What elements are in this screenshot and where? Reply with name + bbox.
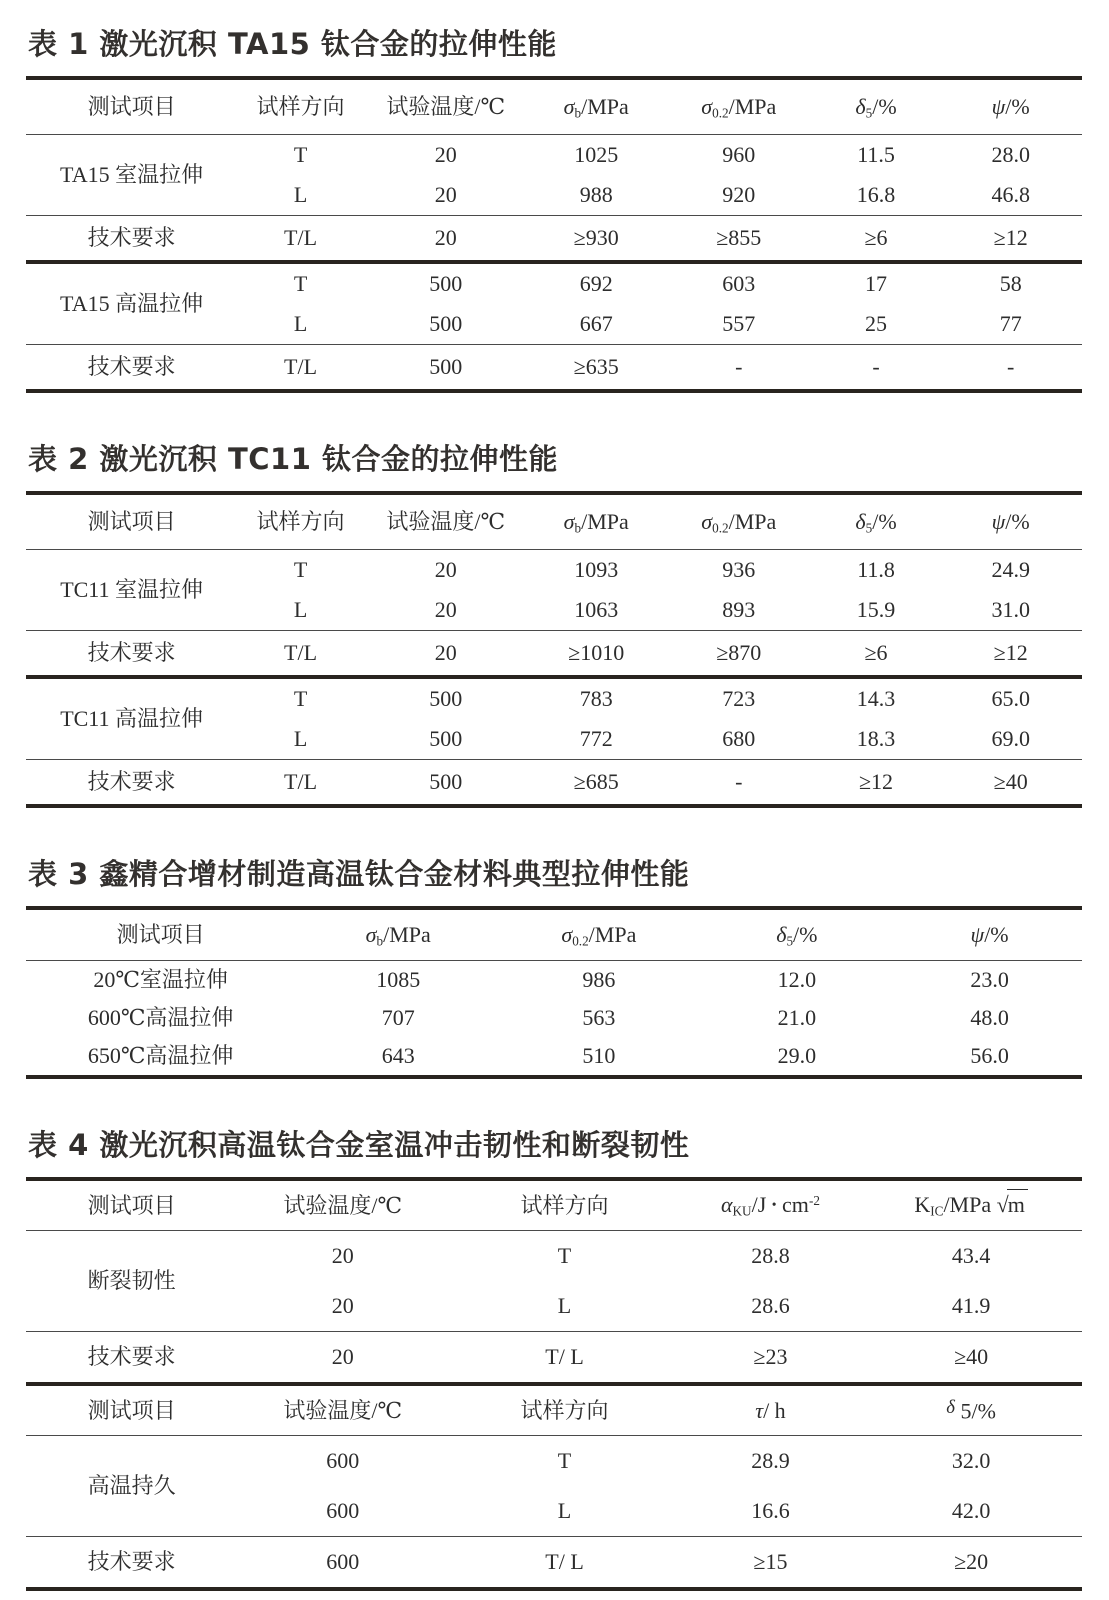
row-label: L xyxy=(293,182,308,208)
table-cell: ≥12 xyxy=(939,631,1082,678)
table-cell: 16.6 xyxy=(751,1498,790,1524)
column-header xyxy=(665,78,813,135)
table-cell: 24.9 xyxy=(939,550,1082,591)
column-header xyxy=(897,908,1082,961)
table-cell: ≥40 xyxy=(860,1332,1082,1385)
table-1-title: 表 1 激光沉积 TA15 钛合金的拉伸性能 xyxy=(28,27,557,61)
header-segment: 0.2 xyxy=(572,933,589,949)
column-header xyxy=(939,493,1082,550)
section-table-1 xyxy=(26,26,1082,393)
table-cell: 1093 xyxy=(528,550,665,591)
header-segment: / h xyxy=(763,1397,786,1423)
table-cell: 707 xyxy=(381,1005,415,1031)
table-cell: 723 xyxy=(665,677,813,719)
column-header xyxy=(237,78,364,135)
row-label: L xyxy=(293,597,308,623)
table-cell: ≥20 xyxy=(860,1537,1082,1590)
table-cell: 783 xyxy=(528,677,665,719)
table-cell: - xyxy=(939,345,1082,392)
table-cell: ≥685 xyxy=(528,760,665,807)
header-segment: δ xyxy=(946,1397,955,1419)
table-4 xyxy=(26,1177,1082,1591)
column-header xyxy=(364,78,528,135)
header-segment: 5/% xyxy=(954,1398,996,1424)
header-segment: ψ xyxy=(970,922,985,948)
header-segment: /MPa xyxy=(581,93,629,119)
table-cell: 20 xyxy=(364,135,528,176)
row-label: TA15 高温拉伸 xyxy=(26,262,237,345)
table-cell: T/L xyxy=(237,760,364,807)
header-segment: • xyxy=(771,1197,777,1213)
header-segment: /% xyxy=(872,508,897,534)
header-segment: 测试项目 xyxy=(87,509,176,535)
table-cell: 20 xyxy=(434,182,457,208)
table-cell: ≥12 xyxy=(813,760,940,807)
header-segment: σ xyxy=(561,921,573,947)
table-cell: - xyxy=(665,345,813,392)
row-label: TA15 室温拉伸 xyxy=(26,135,237,216)
table-cell: 988 xyxy=(579,182,613,208)
header-segment: δ xyxy=(855,93,866,119)
header-segment: /% xyxy=(984,922,1009,948)
column-header xyxy=(448,1384,680,1436)
table-cell: T/L xyxy=(237,345,364,392)
table-cell: 20 xyxy=(434,597,457,623)
header-segment: 测试项目 xyxy=(87,94,176,120)
header-segment: m xyxy=(1007,1189,1028,1217)
header-segment: 5 xyxy=(786,933,794,949)
header-segment: 0.2 xyxy=(712,520,729,536)
table-cell: ≥870 xyxy=(665,631,813,678)
table-cell: L xyxy=(557,1293,572,1319)
row-label: 高温持久 xyxy=(26,1436,237,1537)
header-segment: /% xyxy=(1005,509,1030,535)
table-cell: 20℃室温拉伸 xyxy=(26,961,295,1000)
column-header xyxy=(665,493,813,550)
table-cell: 16.8 xyxy=(856,182,896,208)
header-segment: b xyxy=(376,933,384,949)
table-cell: 1025 xyxy=(528,135,665,176)
table-cell: 21.0 xyxy=(777,1005,817,1031)
table-cell: T xyxy=(237,262,364,304)
table-1 xyxy=(26,76,1082,393)
header-segment: /MPa xyxy=(943,1192,997,1218)
table-cell: 29.0 xyxy=(777,1043,817,1069)
row-label: L xyxy=(293,311,308,337)
column-header xyxy=(501,908,696,961)
row-label: L xyxy=(293,726,308,752)
table-cell: 920 xyxy=(722,182,756,208)
table-cell: 1085 xyxy=(295,961,501,1000)
table-cell: 772 xyxy=(579,726,613,752)
table-cell: T/ L xyxy=(448,1537,680,1590)
row-label: 技术要求 xyxy=(26,345,237,392)
column-header xyxy=(237,1384,448,1436)
header-segment: 0.2 xyxy=(712,105,729,121)
header-segment: τ xyxy=(755,1397,764,1423)
header-segment: /MPa xyxy=(588,921,637,947)
table-cell: ≥23 xyxy=(681,1332,861,1385)
column-header xyxy=(813,78,940,135)
column-header xyxy=(295,908,501,961)
column-header xyxy=(528,78,665,135)
header-segment: 试样方向 xyxy=(256,94,345,120)
row-label: TC11 高温拉伸 xyxy=(26,677,237,760)
row-label: 技术要求 xyxy=(26,216,237,263)
table-cell: 28.8 xyxy=(681,1231,861,1282)
column-header xyxy=(697,908,898,961)
table-cell: 20 xyxy=(237,1231,448,1282)
table-cell: 48.0 xyxy=(970,1005,1009,1031)
table-cell: T xyxy=(448,1436,680,1487)
table-cell: 563 xyxy=(582,1005,616,1031)
table-cell: 11.8 xyxy=(813,550,940,591)
column-header xyxy=(26,78,237,135)
table-cell: 986 xyxy=(501,961,696,1000)
header-segment: b xyxy=(574,105,582,121)
table-cell: 500 xyxy=(429,726,463,752)
header-segment: /MPa xyxy=(728,508,777,534)
row-label: 技术要求 xyxy=(26,1537,237,1590)
table-cell: 69.0 xyxy=(991,726,1030,752)
table-cell: 31.0 xyxy=(991,597,1030,623)
table-2 xyxy=(26,491,1082,808)
table-cell: 960 xyxy=(665,135,813,176)
table-cell: 23.0 xyxy=(897,961,1082,1000)
header-segment: 试验温度/℃ xyxy=(386,94,506,120)
table-cell: ≥635 xyxy=(528,345,665,392)
table-cell: ≥12 xyxy=(939,216,1082,263)
header-segment: √ xyxy=(996,1192,1009,1218)
column-header xyxy=(448,1179,680,1231)
header-segment: σ xyxy=(701,508,713,534)
table-cell: 650℃高温拉伸 xyxy=(87,1043,234,1069)
table-cell: 56.0 xyxy=(970,1043,1009,1069)
table-cell: 15.9 xyxy=(856,597,896,623)
table-cell: 42.0 xyxy=(951,1498,991,1524)
table-cell: 600 xyxy=(326,1498,360,1524)
row-label: 技术要求 xyxy=(26,1332,237,1385)
header-segment: 测试项目 xyxy=(116,922,205,948)
table-cell: ≥6 xyxy=(813,631,940,678)
column-header xyxy=(860,1179,1082,1231)
header-segment: 5 xyxy=(865,520,873,536)
table-2-title: 表 2 激光沉积 TC11 钛合金的拉伸性能 xyxy=(28,442,558,476)
table-cell: T/ L xyxy=(448,1332,680,1385)
table-cell: 500 xyxy=(364,262,528,304)
table-cell: 692 xyxy=(528,262,665,304)
table-cell: 46.8 xyxy=(991,182,1030,208)
header-segment: /MPa xyxy=(728,93,777,119)
table-cell: 600℃高温拉伸 xyxy=(87,1005,234,1031)
section-table-3 xyxy=(26,856,1082,1079)
table-cell: 557 xyxy=(722,311,756,337)
row-label: 技术要求 xyxy=(26,760,237,807)
table-cell: - xyxy=(665,760,813,807)
column-header xyxy=(860,1384,1082,1436)
header-segment: cm xyxy=(776,1192,809,1218)
column-header xyxy=(528,493,665,550)
header-segment: 试样方向 xyxy=(520,1397,609,1423)
table-cell: ≥1010 xyxy=(528,631,665,678)
column-header xyxy=(939,78,1082,135)
row-label: TC11 室温拉伸 xyxy=(26,550,237,631)
header-segment: 测试项目 xyxy=(87,1192,176,1218)
column-header xyxy=(813,493,940,550)
table-cell: 936 xyxy=(665,550,813,591)
header-segment: 试验温度/℃ xyxy=(283,1397,403,1423)
table-cell: T xyxy=(448,1231,680,1282)
header-segment: 试样方向 xyxy=(256,509,345,535)
table-cell: 20 xyxy=(364,631,528,678)
table-cell: 500 xyxy=(364,677,528,719)
header-segment: /J xyxy=(751,1192,772,1218)
table-cell: 600 xyxy=(237,1436,448,1487)
table-cell: 18.3 xyxy=(856,726,896,752)
table-4-title: 表 4 激光沉积高温钛合金室温冲击韧性和断裂韧性 xyxy=(28,1128,690,1162)
table-cell: 25 xyxy=(865,311,888,337)
table-cell: 28.0 xyxy=(939,135,1082,176)
table-cell: T/L xyxy=(237,631,364,678)
table-cell: 500 xyxy=(364,760,528,807)
table-cell: ≥40 xyxy=(939,760,1082,807)
table-cell: 510 xyxy=(582,1043,616,1069)
header-segment: 5 xyxy=(865,105,873,121)
table-cell: 500 xyxy=(429,311,463,337)
header-segment: 测试项目 xyxy=(87,1397,176,1423)
header-segment: σ xyxy=(701,93,713,119)
column-header xyxy=(681,1179,861,1231)
header-segment: KU xyxy=(732,1203,752,1219)
table-cell: 20 xyxy=(364,216,528,263)
header-segment: 试验温度/℃ xyxy=(386,509,506,535)
column-header xyxy=(364,493,528,550)
table-cell: 893 xyxy=(722,597,756,623)
header-segment: α xyxy=(720,1192,733,1218)
table-cell: L xyxy=(557,1498,572,1524)
column-header xyxy=(681,1384,861,1436)
table-cell: - xyxy=(813,345,940,392)
table-cell: ≥930 xyxy=(528,216,665,263)
table-cell: 41.9 xyxy=(951,1293,991,1319)
table-cell: 58 xyxy=(939,262,1082,304)
table-cell: 14.3 xyxy=(813,677,940,719)
header-segment: /% xyxy=(872,93,897,119)
column-header xyxy=(237,1179,448,1231)
header-segment: b xyxy=(574,520,582,536)
table-cell: 12.0 xyxy=(697,961,898,1000)
row-label: 断裂韧性 xyxy=(26,1231,237,1332)
table-cell: 65.0 xyxy=(939,677,1082,719)
table-cell: 20 xyxy=(237,1332,448,1385)
header-segment: 试验温度/℃ xyxy=(283,1192,403,1218)
table-cell: 603 xyxy=(665,262,813,304)
table-cell: 20 xyxy=(364,550,528,591)
header-segment: δ xyxy=(855,508,866,534)
table-cell: 32.0 xyxy=(860,1436,1082,1487)
table-cell: ≥855 xyxy=(665,216,813,263)
table-cell: 77 xyxy=(999,311,1022,337)
table-cell: T xyxy=(237,135,364,176)
header-segment: /% xyxy=(1005,94,1030,120)
section-table-4 xyxy=(26,1127,1082,1591)
header-segment: 试样方向 xyxy=(520,1192,609,1218)
header-segment: δ xyxy=(776,921,787,947)
column-header xyxy=(26,1179,237,1231)
table-3-title: 表 3 鑫精合增材制造高温钛合金材料典型拉伸性能 xyxy=(28,857,690,891)
table-cell: 643 xyxy=(381,1043,415,1069)
column-header xyxy=(26,493,237,550)
row-label: 技术要求 xyxy=(26,631,237,678)
header-segment: σ xyxy=(365,921,377,947)
header-segment: /MPa xyxy=(383,921,431,947)
column-header xyxy=(26,908,295,961)
table-cell: 17 xyxy=(813,262,940,304)
table-cell: T/L xyxy=(237,216,364,263)
table-3 xyxy=(26,906,1082,1079)
table-cell: 500 xyxy=(364,345,528,392)
table-cell: ≥15 xyxy=(681,1537,861,1590)
table-cell: 28.9 xyxy=(681,1436,861,1487)
table-cell: 20 xyxy=(331,1293,354,1319)
table-cell: 600 xyxy=(237,1537,448,1590)
table-cell: 28.6 xyxy=(751,1293,790,1319)
table-cell: T xyxy=(237,677,364,719)
header-segment: IC xyxy=(930,1203,944,1219)
table-cell: ≥6 xyxy=(813,216,940,263)
header-segment: /% xyxy=(793,921,818,947)
column-header xyxy=(26,1384,237,1436)
table-cell: T xyxy=(237,550,364,591)
header-segment: ψ xyxy=(991,509,1006,535)
header-segment: σ xyxy=(563,508,575,534)
header-segment: σ xyxy=(563,93,575,119)
table-cell: 1063 xyxy=(574,597,619,623)
header-segment: ψ xyxy=(991,94,1006,120)
header-segment: /MPa xyxy=(581,508,629,534)
header-segment: K xyxy=(914,1192,931,1218)
table-cell: 11.5 xyxy=(813,135,940,176)
table-cell: 667 xyxy=(579,311,613,337)
section-table-2 xyxy=(26,441,1082,808)
column-header xyxy=(237,493,364,550)
header-segment: -2 xyxy=(808,1193,820,1209)
table-cell: 43.4 xyxy=(860,1231,1082,1282)
table-cell: 680 xyxy=(722,726,756,752)
